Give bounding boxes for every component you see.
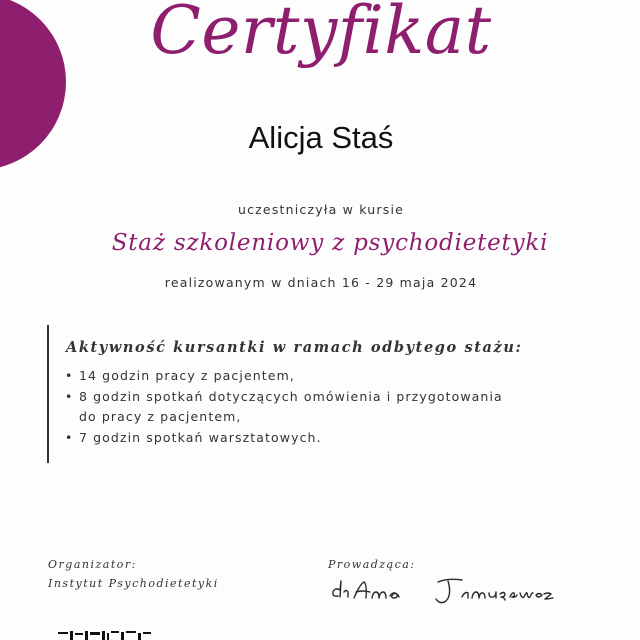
organizer-name: Instytut Psychodietetyki — [48, 577, 219, 590]
course-dates: realizowanym w dniach 16 - 29 maja 2024 — [164, 275, 478, 290]
activity-item-text-continued: do pracy z pacjentem, — [79, 409, 242, 424]
bullet-icon: • — [65, 388, 74, 404]
bullet-icon: • — [65, 368, 74, 383]
course-name: Staż szkoleniowy z psychodietetyki — [111, 230, 549, 256]
activity-item-text: 8 godzin spotkań dotyczących omówienia i przygotowania — [79, 388, 503, 404]
activity-list — [64, 366, 559, 448]
signature-image — [328, 570, 568, 610]
activity-item — [64, 387, 559, 428]
certificate-title: Certyfikat — [150, 0, 492, 69]
recipient-name: Alicja Staś — [248, 120, 394, 155]
activity-item — [64, 428, 559, 449]
activity-item-text: 14 godzin pracy z pacjentem, — [79, 368, 295, 383]
participation-text: uczestniczyła w kursie — [237, 202, 405, 217]
activity-item-text: 7 godzin spotkań warsztatowych. — [79, 429, 322, 445]
logo-fragment — [58, 630, 158, 640]
lead-label: Prowadząca: — [328, 558, 416, 571]
activity-heading: Aktywność kursantki w ramach odbytego stażu: — [66, 339, 523, 356]
activity-section — [47, 325, 569, 463]
organizer-label: Organizator: — [48, 558, 137, 571]
activity-item — [64, 366, 559, 387]
bullet-icon: • — [65, 429, 74, 445]
